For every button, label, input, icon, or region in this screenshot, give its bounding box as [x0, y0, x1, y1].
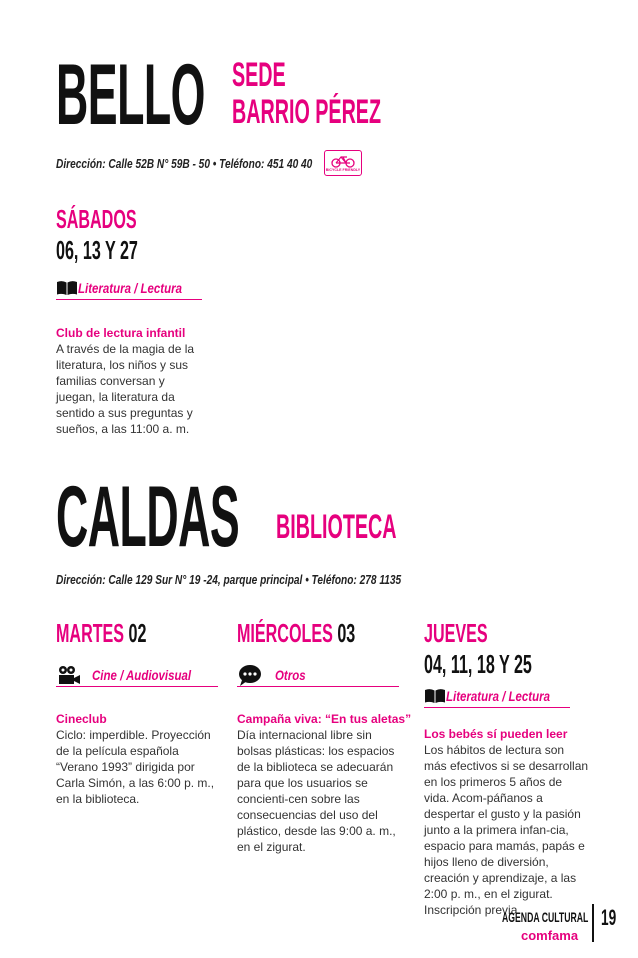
- day-name: MARTES: [56, 618, 125, 648]
- bello-event-title: Club de lectura infantil: [56, 326, 186, 340]
- chat-bubble-icon: [237, 665, 263, 685]
- footer-divider: [592, 904, 594, 942]
- bello-subtitle-line2: BARRIO PÉREZ: [232, 93, 382, 131]
- caldas-event-dates-jueves: 04, 11, 18 Y 25: [424, 649, 532, 679]
- bicycle-icon: [331, 154, 355, 168]
- bello-event-day: SÁBADOS: [56, 204, 137, 234]
- caldas-event-category-cine: [56, 663, 218, 687]
- page-number: 19: [601, 905, 617, 930]
- caldas-event-category-otros: [237, 663, 399, 687]
- day-number: 02: [128, 618, 147, 648]
- bello-subtitle-line1: SEDE: [232, 56, 286, 94]
- book-icon: [56, 278, 78, 298]
- caldas-event-day-martes: [56, 620, 146, 646]
- caldas-event-body-bebes: Los hábitos de lectura son más efectivos si se desarrollan en los primeros 5 años de vida. Acom-páñanos a despertar el gusto y la pasión junto a la primera infan-cia, espacio para mamás, papás e hijos lleno de diversión, creación y aprendizaje, a las 2:00 p. m., en el zigurat. Inscripción previa.: [424, 743, 589, 917]
- caldas-event-title-bebes: Los bebés sí pueden leer: [424, 727, 568, 741]
- caldas-subtitle: BIBLIOTECA: [276, 508, 397, 546]
- bello-event-body: A través de la magia de la literatura, los niños y sus familias conversan y juegan, la literatura da sentido a sus preguntas y sueños, a las 11:00 a. m.: [56, 342, 195, 436]
- bello-event-dates: 06, 13 Y 27: [56, 235, 138, 265]
- caldas-event-category-literatura: [424, 684, 570, 708]
- caldas-event-category-label: Literatura / Lectura: [446, 687, 550, 704]
- day-name: MIÉRCOLES: [237, 618, 333, 648]
- day-number: 03: [337, 618, 356, 648]
- bello-event-category: [56, 276, 202, 300]
- book-icon: [424, 686, 446, 706]
- caldas-event-title-campana: Campaña viva: “En tus aletas”: [237, 712, 412, 726]
- caldas-event-body-cineclub: Ciclo: imperdible. Proyección de la película española “Verano 1993” dirigida por Carla Simón, a las 6:00 p. m., en la biblioteca.: [56, 728, 215, 806]
- caldas-event-day-miercoles: [237, 620, 355, 646]
- footer-agenda-label: AGENDA CULTURAL: [502, 909, 589, 925]
- caldas-address: Dirección: Calle 129 Sur N° 19 -24, parque principal • Teléfono: 278 1135: [56, 572, 402, 587]
- film-camera-icon: [56, 665, 82, 685]
- bicycle-friendly-label: BICYCLE FRIENDLY: [325, 167, 361, 172]
- caldas-event-day-jueves: JUEVES: [424, 618, 488, 648]
- bello-title: BELLO: [56, 47, 205, 143]
- comfama-logo: comfama: [521, 928, 579, 943]
- caldas-title: CALDAS: [56, 469, 240, 565]
- caldas-event-category-label: Cine / Audiovisual: [92, 666, 192, 683]
- caldas-event-body-campana: Día internacional libre sin bolsas plásticas: los espacios de la biblioteca se adecuarán para que los usuarios se concienti-cen sobre las consecuencias del uso del plástico, desde las 9:00 a. m., en el zigurat.: [237, 728, 396, 854]
- bicycle-friendly-badge: [324, 150, 362, 176]
- caldas-event-title-cineclub: Cineclub: [56, 712, 107, 726]
- bello-address: Dirección: Calle 52B N° 59B - 50 • Teléfono: 451 40 40: [56, 156, 313, 171]
- bello-event-category-label: Literatura / Lectura: [78, 279, 182, 296]
- caldas-event-category-label: Otros: [275, 666, 306, 683]
